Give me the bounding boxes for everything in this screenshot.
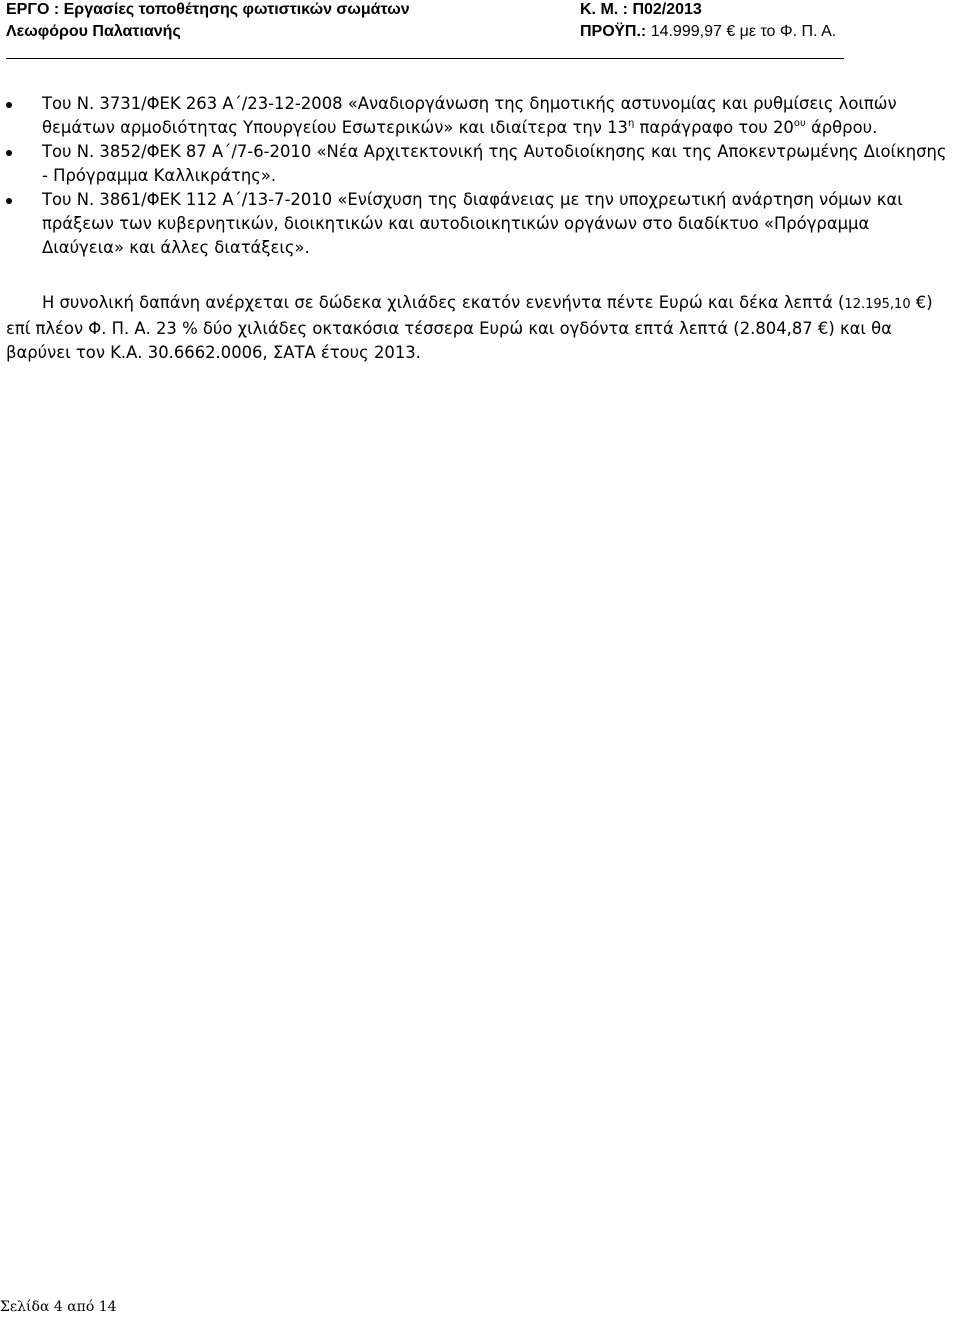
document-body bbox=[6, 92, 950, 381]
cost-paragraph bbox=[6, 291, 950, 365]
superscript: η bbox=[627, 118, 635, 129]
document-header bbox=[6, 0, 946, 62]
cost-amount: 12.195,10 bbox=[844, 297, 911, 312]
header-rule bbox=[6, 58, 844, 59]
bullet-icon bbox=[6, 198, 12, 204]
budget-label: ΠΡΟΫΠ.: bbox=[580, 23, 647, 40]
project-budget bbox=[580, 22, 836, 42]
list-item bbox=[6, 188, 950, 260]
cost-text: €) επί πλέον Φ. Π. Α. 23 % δύο χιλιάδες οκτακόσια τέσσερα Ευρώ και ογδόντα επτά λεπτά (2.804,87 €) και θα βαρύνει τον Κ.Α. 30.6662.0006, ΣΑΤΑ έτους 2013. bbox=[6, 293, 933, 362]
list-item bbox=[6, 140, 950, 188]
project-code: Κ. Μ. : Π02/2013 bbox=[580, 1, 702, 18]
list-item-text: άρθρου. bbox=[805, 118, 878, 137]
legal-references-list bbox=[6, 92, 950, 260]
list-item-text: Του Ν. 3861/ΦΕΚ 112 Α΄/13-7-2010 «Ενίσχυση της διαφάνειας με την υποχρεωτική ανάρτηση νόμων και πράξεων των κυβερνητικών, διοικητικών και αυτοδιοικητικών οργάνων στο διαδίκτυο «Πρόγραμμα Διαύγεια» και άλλες διατάξεις». bbox=[42, 190, 903, 257]
page-number: Σελίδα 4 από 14 bbox=[0, 1299, 117, 1315]
budget-value: 14.999,97 € με το Φ. Π. Α. bbox=[650, 23, 837, 40]
superscript: ου bbox=[793, 118, 806, 129]
list-item-text: Του Ν. 3731/ΦΕΚ 263 Α΄/23-12-2008 «Αναδιοργάνωση της δημοτικής αστυνομίας και ρυθμίσεις λοιπών θεμάτων αρμοδιότητας Υπουργείου Εσωτερικών» και ιδιαίτερα την 13 bbox=[42, 94, 897, 137]
project-location: Λεωφόρου Παλατιανής bbox=[6, 23, 181, 40]
bullet-icon bbox=[6, 102, 12, 108]
list-item bbox=[6, 92, 950, 140]
cost-text: Η συνολική δαπάνη ανέρχεται σε δώδεκα χιλιάδες εκατόν ενενήντα πέντε Ευρώ και δέκα λεπτά ( bbox=[42, 293, 845, 312]
project-title: ΕΡΓΟ : Εργασίες τοποθέτησης φωτιστικών σωμάτων bbox=[6, 1, 410, 18]
list-item-text: Του Ν. 3852/ΦΕΚ 87 Α΄/7-6-2010 «Νέα Αρχιτεκτονική της Αυτοδιοίκησης και της Αποκεντρωμένης Διοίκησης - Πρόγραμμα Καλλικράτης». bbox=[42, 142, 947, 185]
bullet-icon bbox=[6, 150, 12, 156]
list-item-text: παράγραφο του 20 bbox=[634, 118, 794, 137]
